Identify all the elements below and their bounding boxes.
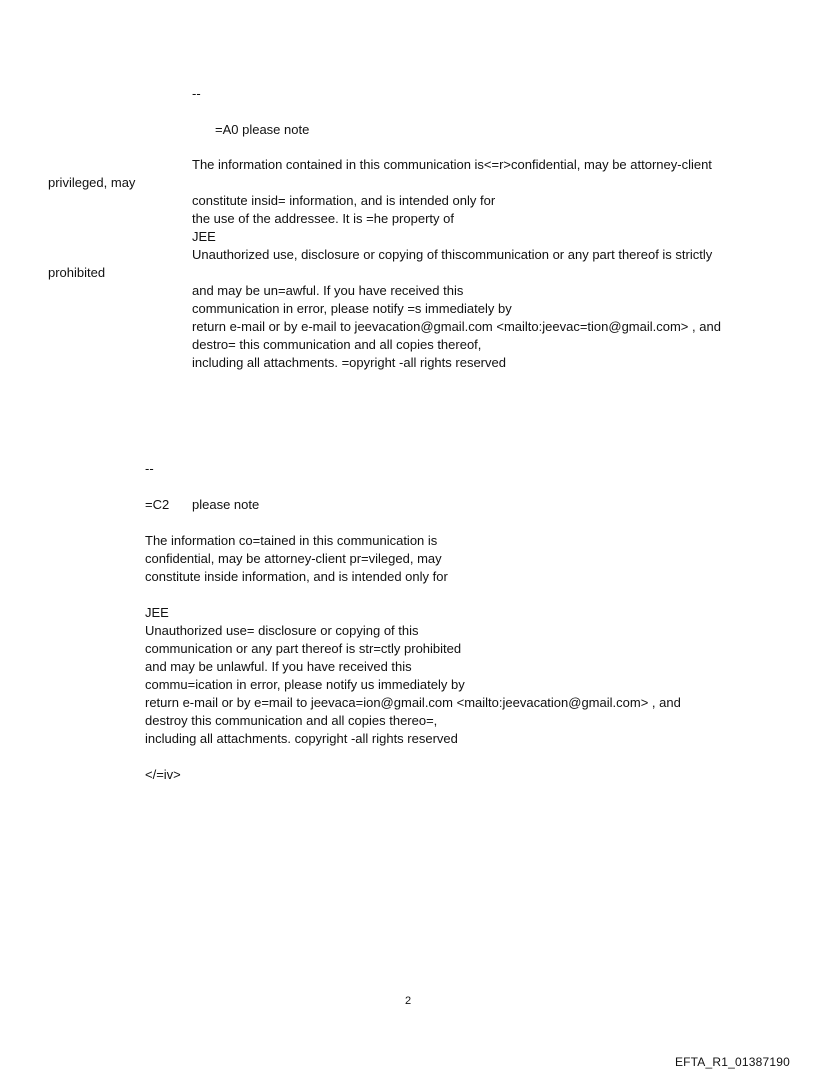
section1-line: including all attachments. =opyright -all rights reserved (192, 355, 506, 370)
section1-line: communication in error, please notify =s immediately by (192, 301, 512, 316)
section1-line: destro= this communication and all copies thereof, (192, 337, 482, 352)
section2-line: commu=ication in error, please notify us immediately by (145, 677, 465, 692)
section2-line: destroy this communication and all copies thereo=, (145, 713, 438, 728)
section2-line: The information co=tained in this communication is (145, 533, 438, 548)
section1-line: return e-mail or by e-mail to jeevacation@gmail.com <mailto:jeevac=tion@gmail.com> , and (192, 319, 721, 334)
section2-line: communication or any part thereof is str=ctly prohibited (145, 641, 462, 656)
section2-line: and may be unlawful. If you have received this (145, 659, 412, 674)
section2-line: JEE (145, 605, 169, 620)
section1-heading: =A0 please note (215, 122, 310, 137)
closing-tag: </=iv> (145, 767, 181, 782)
section1-line: privileged, may (48, 175, 136, 190)
section1-line: and may be un=awful. If you have received this (192, 283, 464, 298)
section1-line: prohibited (48, 265, 106, 280)
page-number: 2 (404, 995, 412, 1007)
section2-heading-text: please note (192, 497, 260, 512)
section1-line: the use of the addressee. It is =he property of (192, 211, 454, 226)
section1-line: The information contained in this communication is<=r>confidential, may be attorney-client (192, 157, 712, 172)
document-id: EFTA_R1_01387190 (674, 1055, 790, 1069)
section2-heading-code: =C2 (145, 497, 170, 512)
section2-separator: -- (145, 461, 154, 476)
section1-line: constitute insid= information, and is intended only for (192, 193, 496, 208)
section2-line: confidential, may be attorney-client pr=vileged, may (145, 551, 442, 566)
section2-line: Unauthorized use= disclosure or copying of this (145, 623, 419, 638)
section2-line: return e-mail or by e=mail to jeevaca=ion@gmail.com <mailto:jeevacation@gmail.com> , and (145, 695, 681, 710)
section1-separator: -- (192, 86, 201, 101)
section1-line: JEE (192, 229, 216, 244)
section2-line: including all attachments. copyright -all rights reserved (145, 731, 458, 746)
section1-line: Unauthorized use, disclosure or copying of thiscommunication or any part thereof is strictly (192, 247, 713, 262)
section2-line: constitute inside information, and is intended only for (145, 569, 448, 584)
